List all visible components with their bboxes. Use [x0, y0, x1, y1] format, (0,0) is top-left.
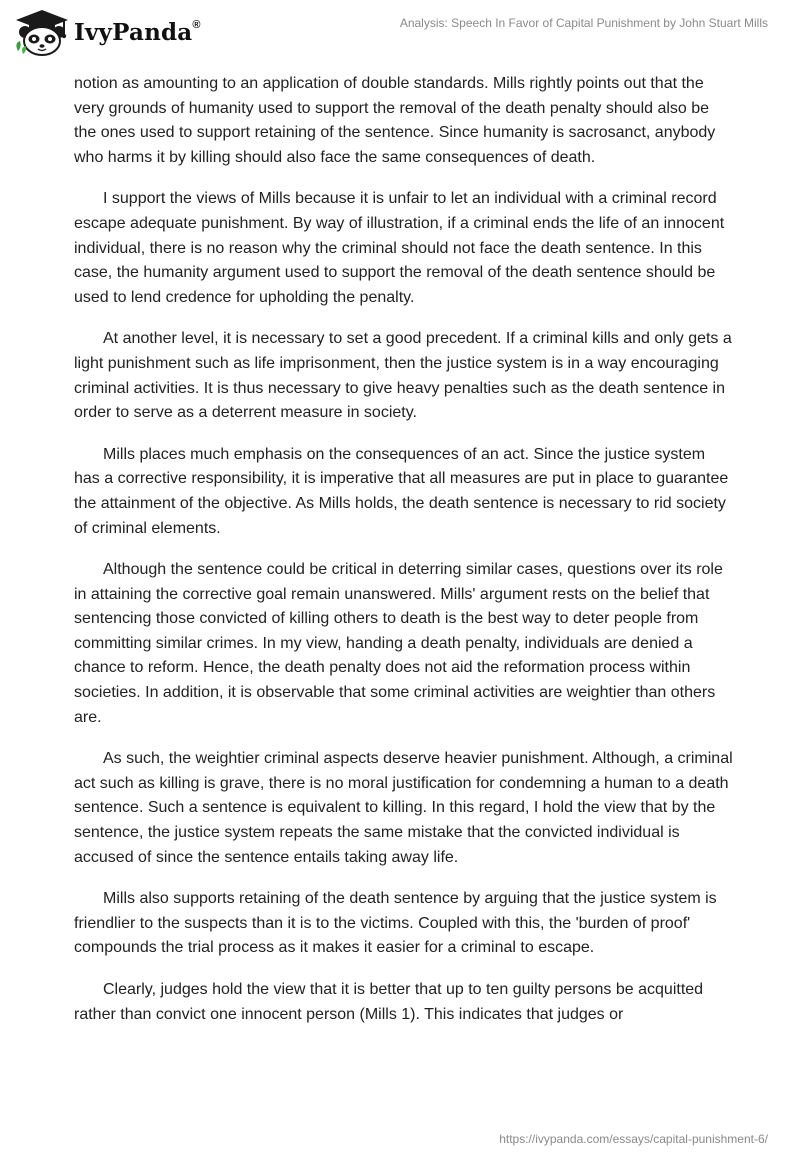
paragraph: notion as amounting to an application of double standards. Mills rightly points out that the very grounds of humanity used to support the removal of the death penalty should also be the ones used to support retaining of the sentence. Since humanity is sacrosanct, anybody who harms it by killing should also face the same consequences of death. [74, 75, 716, 166]
paragraph: Clearly, judges hold the view that it is better that up to ten guilty persons be acquitted rather than convict one innocent person (Mills 1). This indicates that judges or [74, 981, 704, 1023]
paragraph: At another level, it is necessary to set a good precedent. If a criminal kills and only gets a light punishment such as life imprisonment, then the justice system is in a way encouraging criminal activities. It is thus necessary to give heavy penalties such as the death sentence in order to serve as a deterrent measure in society. [74, 330, 732, 422]
source-url[interactable]: https://ivypanda.com/essays/capital-punishment-6/ [499, 1132, 768, 1146]
registered-mark: ® [192, 18, 201, 31]
page-header [0, 0, 800, 62]
brand-name: IvyPanda® [74, 18, 201, 46]
essay-body [74, 72, 734, 1044]
paragraph: Mills also supports retaining of the death sentence by arguing that the justice system is friendlier to the suspects than it is to the victims. Coupled with this, the 'burden of proof' compounds the trial process as it makes it easier for a criminal to escape. [74, 890, 717, 957]
ivypanda-logo[interactable] [12, 8, 201, 56]
panda-graduate-icon [12, 7, 72, 57]
paragraph: As such, the weightier criminal aspects deserve heavier punishment. Although, a criminal act such as killing is grave, there is no moral justification for condemning a human to a death sentence. Such a sentence is equivalent to killing. In this regard, I hold the view that by the sentence, the justice system repeats the same mistake that the convicted individual is accused of since the sentence entails taking away life. [74, 750, 733, 866]
paragraph: Mills places much emphasis on the consequences of an act. Since the justice system has a corrective responsibility, it is imperative that all measures are put in place to guarantee the attainment of the objective. As Mills holds, the death sentence is necessary to rid society of criminal elements. [74, 445, 729, 537]
paragraph: Although the sentence could be critical in deterring similar cases, questions over its role in attaining the corrective goal remain unanswered. Mills' argument rests on the belief that sentencing those convicted of killing others to death is the best way to deter people from committing similar crimes. In my view, handing a death penalty, individuals are denied a chance to reform. Hence, the death penalty does not aid the reformation process within societies. In addition, it is observable that some criminal activities are weightier than others are. [74, 561, 723, 726]
paragraph: I support the views of Mills because it is unfair to let an individual with a criminal record escape adequate punishment. By way of illustration, if a criminal ends the life of an innocent individual, there is no reason why the criminal should not face the death sentence. In this case, the humanity argument used to support the removal of the death sentence should be used to lend credence for upholding the penalty. [74, 190, 725, 306]
document-title: Analysis: Speech In Favor of Capital Punishment by John Stuart Mills [399, 16, 768, 30]
